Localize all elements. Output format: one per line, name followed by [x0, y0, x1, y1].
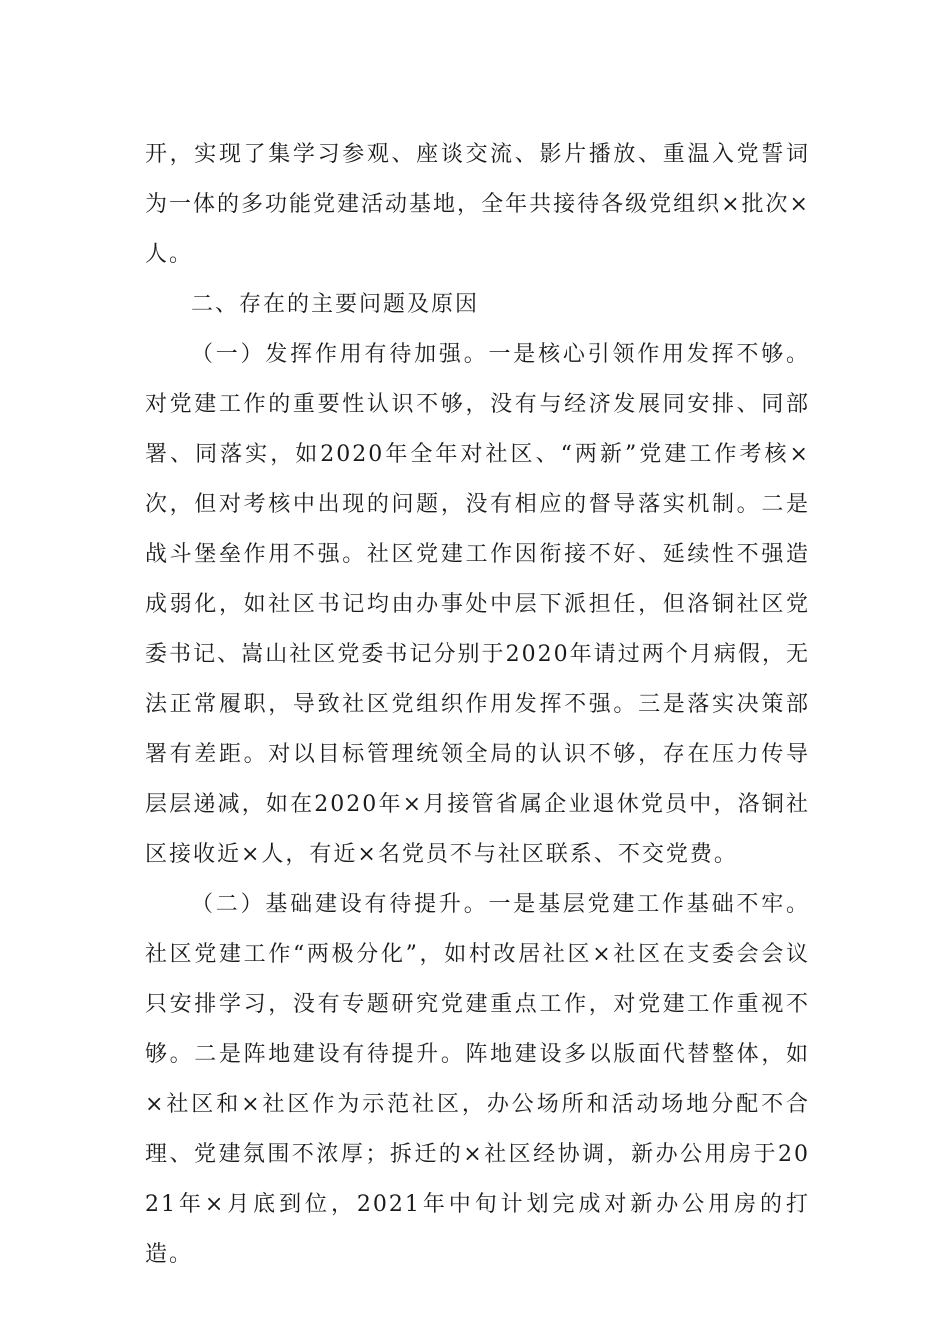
paragraph-issue-2: （二）基础建设有待提升。一是基层党建工作基础不牢。社区党建工作“两极分化”，如村改居社区×社区在支委会会议只安排学习，没有专题研究党建重点工作，对党建工作重视不够。二是阵地建设有待提升。阵地建设多以版面代替整体，如×社区和×社区作为示范社区，办公场所和活动场地分配不合理、党建氛围不浓厚；拆迁的×社区经协调，新办公用房于2021年×月底到位，2021年中旬计划完成对新办公用房的打造。	[145, 892, 810, 1267]
section-heading: 二、存在的主要问题及原因	[191, 292, 480, 317]
document-body	[145, 130, 810, 1280]
paragraph-continuation: 开，实现了集学习参观、座谈交流、影片播放、重温入党誓词为一体的多功能党建活动基地，全年共接待各级党组织×批次×人。	[145, 142, 810, 267]
paragraph-issue-1: （一）发挥作用有待加强。一是核心引领作用发挥不够。对党建工作的重要性认识不够，没有与经济发展同安排、同部署、同落实，如2020年全年对社区、“两新”党建工作考核×次，但对考核中出现的问题，没有相应的督导落实机制。二是战斗堡垒作用不强。社区党建工作因衔接不好、延续性不强造成弱化，如社区书记均由办事处中层下派担任，但洛铜社区党委书记、嵩山社区党委书记分别于2020年请过两个月病假，无法正常履职，导致社区党组织作用发挥不强。三是落实决策部署有差距。对以目标管理统领全局的认识不够，存在压力传导层层递减，如在2020年×月接管省属企业退休党员中，洛铜社区接收近×人，有近×名党员不与社区联系、不交党费。	[145, 342, 810, 867]
